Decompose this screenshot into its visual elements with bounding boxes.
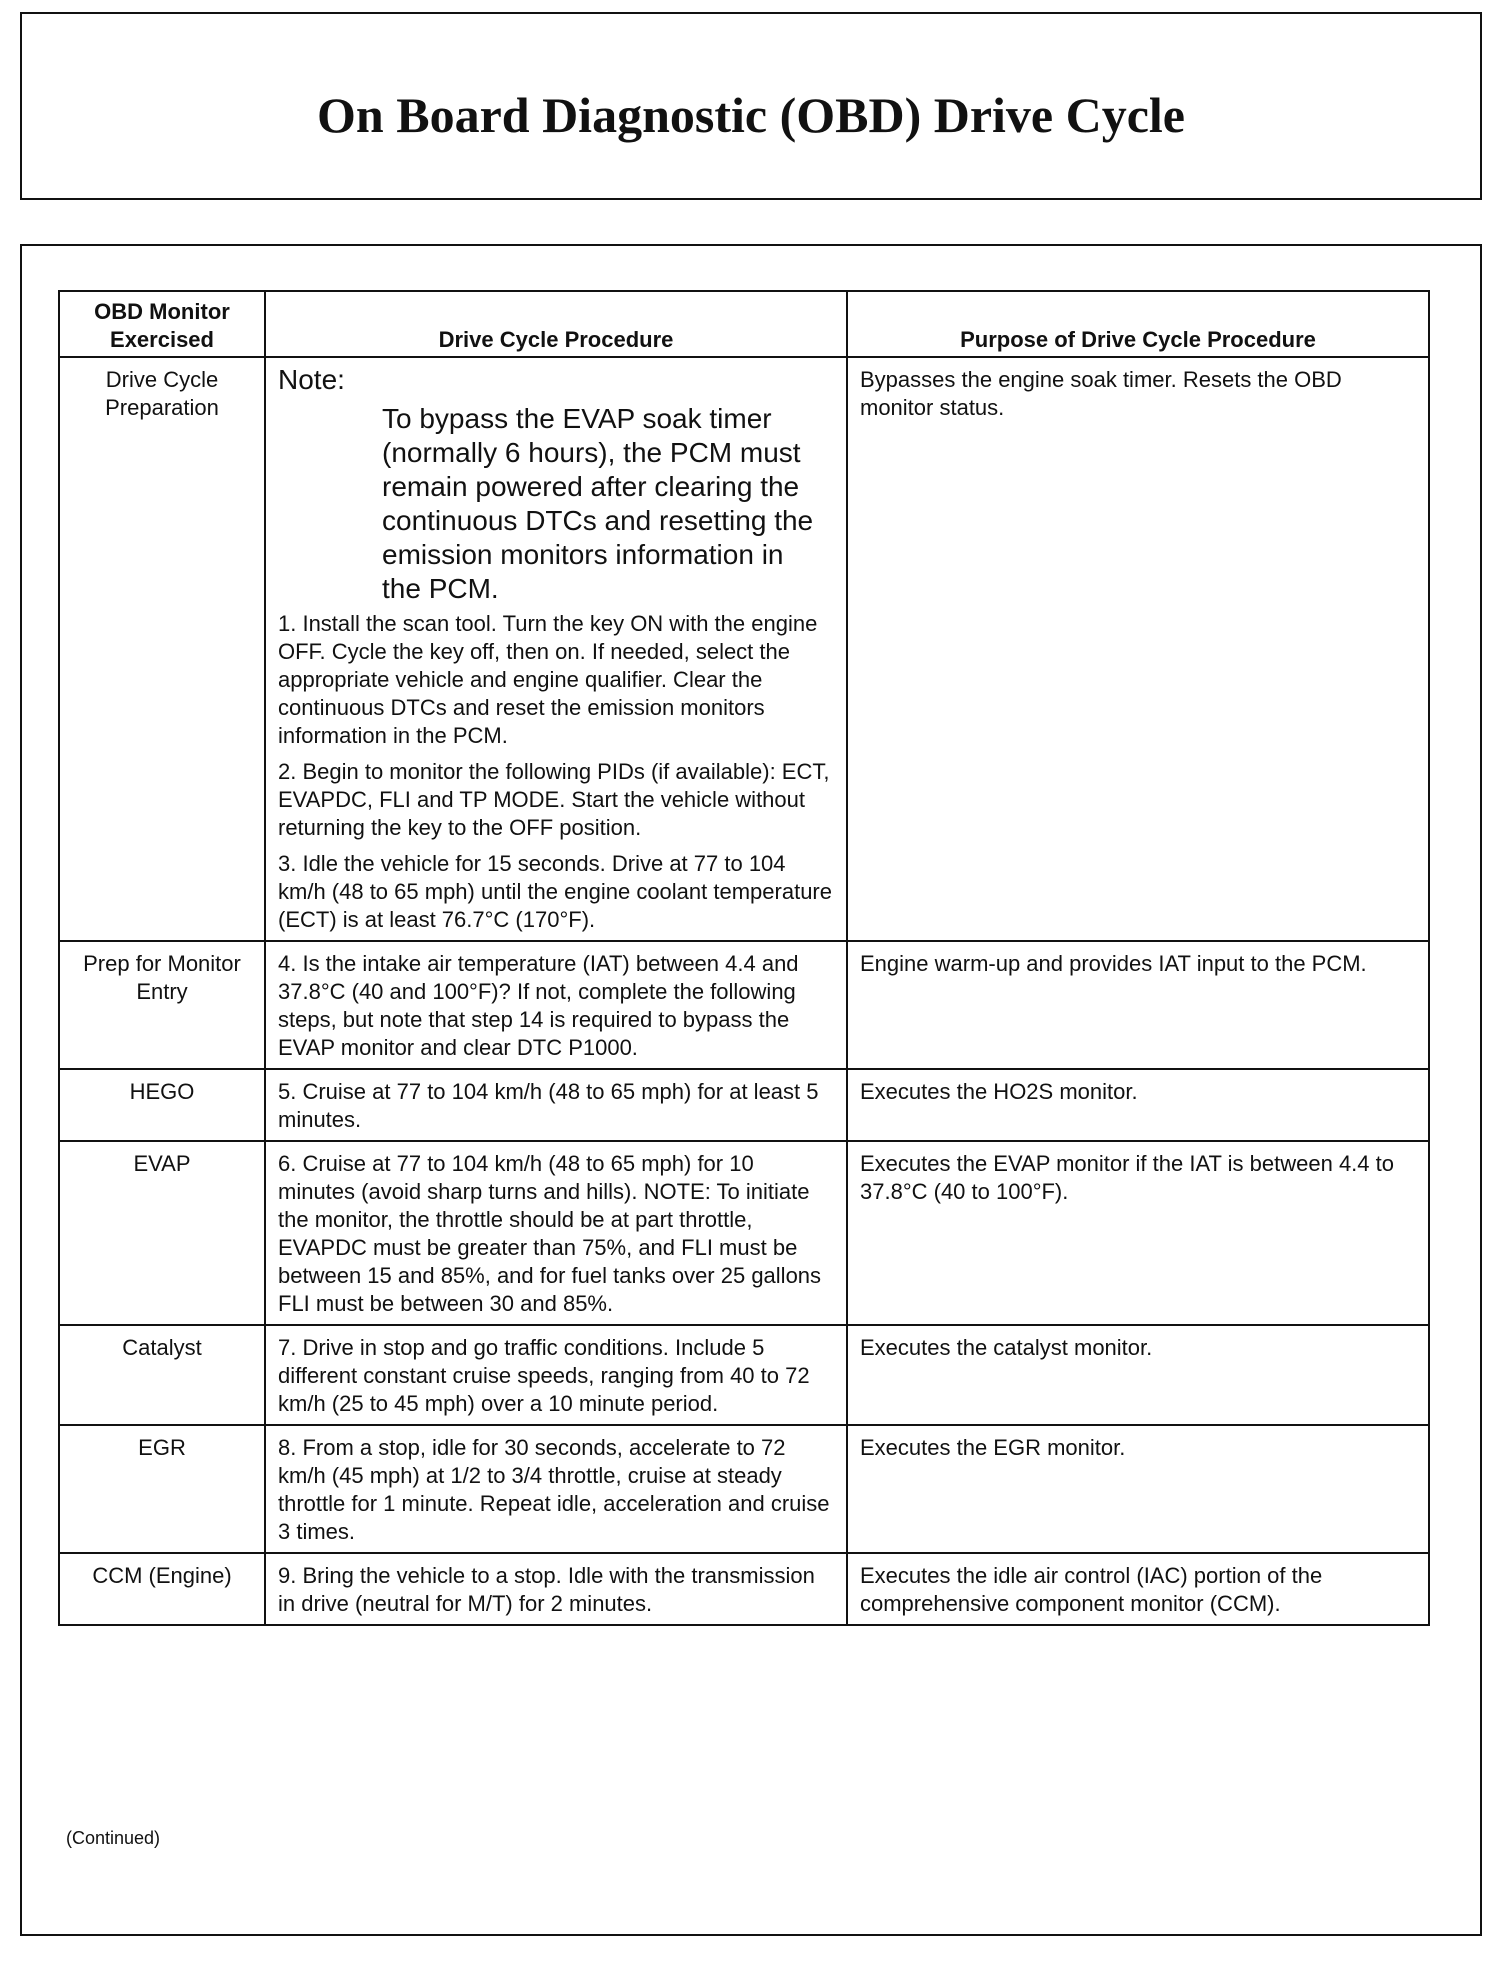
main-content-box xyxy=(20,244,1482,1936)
monitor-cell: Drive Cycle Preparation xyxy=(59,357,265,941)
procedure-step: 3. Idle the vehicle for 15 seconds. Drive at 77 to 104 km/h (48 to 65 mph) until the engine coolant temperature (ECT) is at least 76.7°C (170°F). xyxy=(278,851,832,932)
page-title: On Board Diagnostic (OBD) Drive Cycle xyxy=(317,87,1185,143)
title-box xyxy=(20,12,1482,200)
purpose-cell: Executes the EVAP monitor if the IAT is between 4.4 to 37.8°C (40 to 100°F). xyxy=(847,1141,1429,1325)
procedure-cell xyxy=(265,1069,847,1141)
procedure-cell xyxy=(265,357,847,941)
table-row xyxy=(59,1069,1429,1141)
purpose-cell: Executes the catalyst monitor. xyxy=(847,1325,1429,1425)
purpose-cell: Executes the HO2S monitor. xyxy=(847,1069,1429,1141)
monitor-cell: EGR xyxy=(59,1425,265,1553)
header-procedure: Drive Cycle Procedure xyxy=(265,291,847,357)
purpose-cell: Engine warm-up and provides IAT input to the PCM. xyxy=(847,941,1429,1069)
table-row xyxy=(59,357,1429,941)
table-row xyxy=(59,1325,1429,1425)
header-purpose: Purpose of Drive Cycle Procedure xyxy=(847,291,1429,357)
table-row xyxy=(59,941,1429,1069)
table-row xyxy=(59,1141,1429,1325)
table-header-row xyxy=(59,291,1429,357)
procedure-step: 5. Cruise at 77 to 104 km/h (48 to 65 mph) for at least 5 minutes. xyxy=(278,1079,819,1132)
table-row xyxy=(59,1553,1429,1625)
header-monitor: OBD Monitor Exercised xyxy=(59,291,265,357)
note-label: Note: xyxy=(278,364,345,395)
purpose-cell: Executes the EGR monitor. xyxy=(847,1425,1429,1553)
monitor-cell: Prep for Monitor Entry xyxy=(59,941,265,1069)
procedure-step: 8. From a stop, idle for 30 seconds, accelerate to 72 km/h (45 mph) at 1/2 to 3/4 throttle, cruise at steady throttle for 1 minute. Repeat idle, acceleration and cruise 3 times. xyxy=(278,1435,830,1544)
continued-note: (Continued) xyxy=(66,1828,161,1848)
monitor-cell: HEGO xyxy=(59,1069,265,1141)
procedure-cell xyxy=(265,1325,847,1425)
purpose-cell: Bypasses the engine soak timer. Resets the OBD monitor status. xyxy=(847,357,1429,941)
procedure-step: 2. Begin to monitor the following PIDs (if available): ECT, EVAPDC, FLI and TP MODE. Start the vehicle without returning the key to the OFF position. xyxy=(278,759,830,840)
purpose-cell: Executes the idle air control (IAC) portion of the comprehensive component monitor (CCM). xyxy=(847,1553,1429,1625)
procedure-cell xyxy=(265,941,847,1069)
monitor-cell: EVAP xyxy=(59,1141,265,1325)
table-row xyxy=(59,1425,1429,1553)
procedure-cell xyxy=(265,1553,847,1625)
procedure-step: 7. Drive in stop and go traffic conditions. Include 5 different constant cruise speeds, ranging from 40 to 72 km/h (25 to 45 mph) over a 10 minute period. xyxy=(278,1335,810,1416)
monitor-cell: Catalyst xyxy=(59,1325,265,1425)
procedure-cell xyxy=(265,1425,847,1553)
procedure-step: 4. Is the intake air temperature (IAT) between 4.4 and 37.8°C (40 and 100°F)? If not, complete the following steps, but note that step 14 is required to bypass the EVAP monitor and clear DTC P1000. xyxy=(278,951,799,1060)
note-text: To bypass the EVAP soak timer (normally 6 hours), the PCM must remain powered after clearing the continuous DTCs and resetting the emission monitors information in the PCM. xyxy=(382,403,814,604)
procedure-step: 9. Bring the vehicle to a stop. Idle with the transmission in drive (neutral for M/T) for 2 minutes. xyxy=(278,1563,815,1616)
procedure-cell xyxy=(265,1141,847,1325)
monitor-cell: CCM (Engine) xyxy=(59,1553,265,1625)
procedure-step: 6. Cruise at 77 to 104 km/h (48 to 65 mph) for 10 minutes (avoid sharp turns and hills). NOTE: To initiate the monitor, the throttle should be at part throttle, EVAPDC must be greater than 75%, and FLI must be between 15 and 85%, and for fuel tanks over 25 gallons FLI must be between 30 and 85%. xyxy=(278,1151,822,1316)
drive-cycle-table xyxy=(58,290,1430,1626)
procedure-step: 1. Install the scan tool. Turn the key ON with the engine OFF. Cycle the key off, then on. If needed, select the appropriate vehicle and engine qualifier. Clear the continuous DTCs and reset the emission monitors information in the PCM. xyxy=(278,611,818,748)
